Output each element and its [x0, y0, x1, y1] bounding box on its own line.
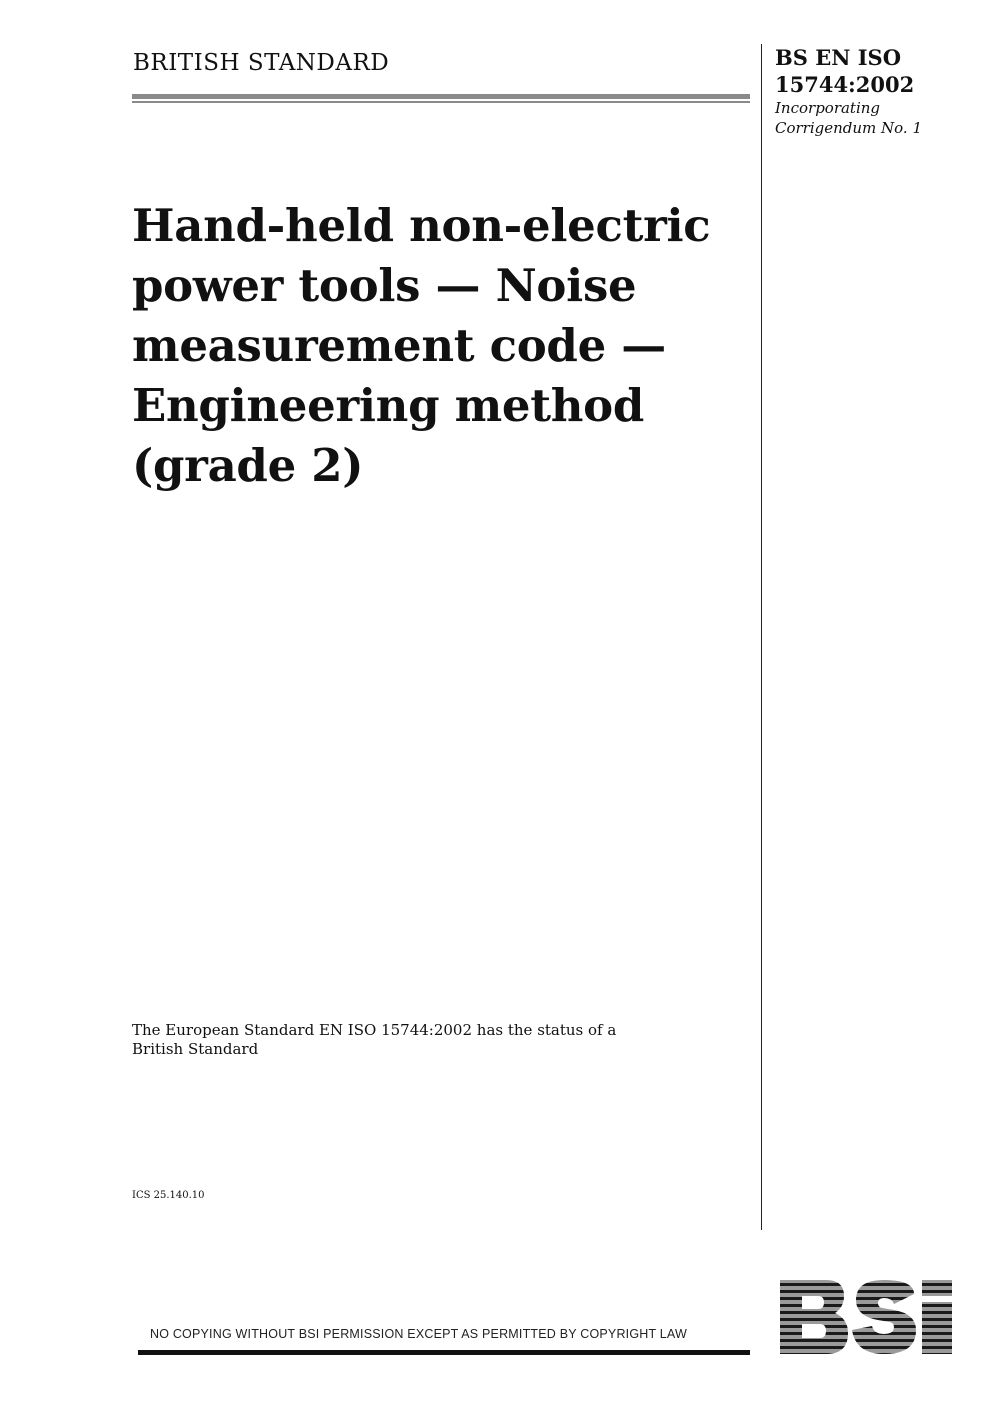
amendment-note	[775, 98, 975, 138]
standard-number	[775, 44, 975, 98]
copyright-notice: NO COPYING WITHOUT BSI PERMISSION EXCEPT AS PERMITTED BY COPYRIGHT LAW	[150, 1327, 688, 1341]
amendment-line2: Corrigendum No. 1	[775, 119, 923, 137]
title-line: Hand-held non-electric	[132, 199, 711, 252]
header-rule-thin	[132, 101, 750, 103]
title-line: power tools — Noise	[132, 259, 637, 312]
status-line1: The European Standard EN ISO 15744:2002 has the status of a	[132, 1021, 617, 1039]
title-line: Engineering method	[132, 379, 645, 432]
vertical-divider	[761, 44, 762, 1230]
bsi-logo	[778, 1276, 956, 1358]
title-line: (grade 2)	[132, 439, 364, 492]
title-line: measurement code —	[132, 319, 666, 372]
standard-number-line1: BS EN ISO	[775, 45, 902, 70]
status-statement	[132, 1021, 652, 1059]
document-title	[132, 196, 752, 496]
ics-code: ICS 25.140.10	[132, 1190, 205, 1201]
amendment-line1: Incorporating	[775, 99, 881, 117]
standard-number-line2: 15744:2002	[775, 72, 915, 97]
header-rule	[132, 94, 750, 99]
footer-rule	[138, 1350, 750, 1355]
status-line2: British Standard	[132, 1040, 259, 1058]
series-label: BRITISH STANDARD	[133, 50, 390, 76]
